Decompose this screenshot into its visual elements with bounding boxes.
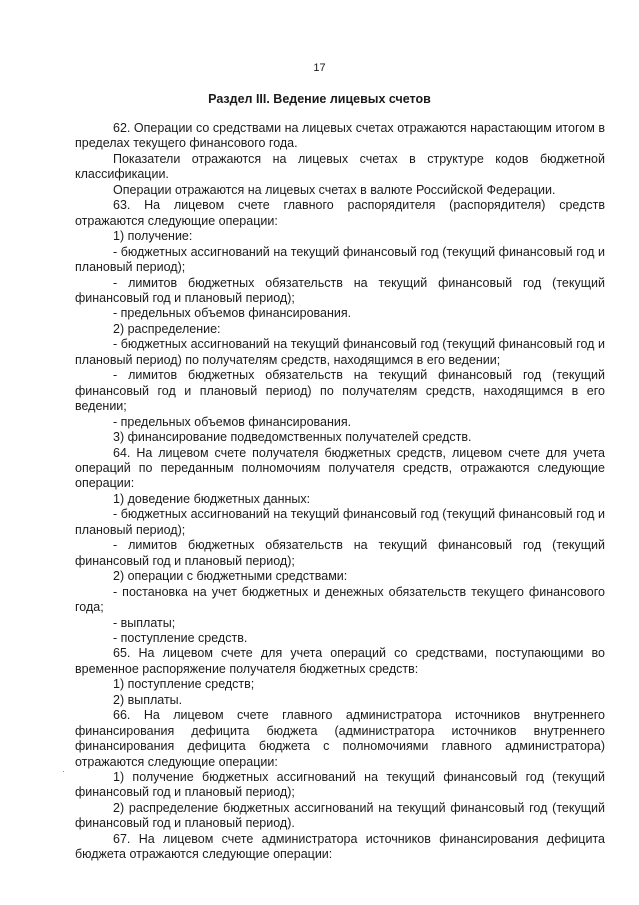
section-title: Раздел III. Ведение лицевых счетов bbox=[208, 92, 431, 106]
paragraph: 1) доведение бюджетных данных: bbox=[113, 491, 311, 506]
paragraph: 2) выплаты. bbox=[113, 692, 183, 707]
paragraph: - лимитов бюджетных обязательств на текущий финансовый год (текущий финансовый год и плановый период) по получателям средств, находящимся в его ведении; bbox=[75, 368, 605, 414]
paragraph: 62. Операции со средствами на лицевых счетах отражаются нарастающим итогом в пределах текущего финансового года. bbox=[75, 121, 605, 151]
paragraph: - выплаты; bbox=[113, 615, 176, 630]
paragraph: 1) получение: bbox=[113, 229, 193, 244]
paragraph: 65. На лицевом счете для учета операций со средствами, поступающими во временное распоряжение получателя бюджетных средств: bbox=[75, 646, 605, 676]
paragraph: 1) получение бюджетных ассигнований на текущий финансовый год (текущий финансовый год и плановый период); bbox=[75, 770, 605, 800]
paragraph: - лимитов бюджетных обязательств на текущий финансовый год (текущий финансовый год и плановый период); bbox=[75, 538, 605, 568]
paragraph: - лимитов бюджетных обязательств на текущий финансовый год (текущий финансовый год и плановый период); bbox=[75, 275, 605, 305]
paragraph: 64. На лицевом счете получателя бюджетных средств, лицевом счете для учета операций по переданным полномочиям получателя средств, отражаются следующие операции: bbox=[75, 445, 605, 491]
paragraph: 67. На лицевом счете администратора источников финансирования дефицита бюджета отражаются следующие операции: bbox=[75, 831, 605, 862]
paragraph: Показатели отражаются на лицевых счетах в структуре кодов бюджетной классификации. bbox=[75, 151, 605, 182]
paragraph: 1) поступление средств; bbox=[113, 677, 255, 692]
paragraph: 66. На лицевом счете главного администратора источников внутреннего финансирования дефицита бюджета (администратора источников внутреннего финансирования дефицита бюджета с полномочиями главного администратора) отражаются следующие операции: bbox=[75, 708, 605, 769]
paragraph: 2) операции с бюджетными средствами: bbox=[113, 569, 348, 584]
margin-dot bbox=[63, 771, 64, 772]
paragraph: 63. На лицевом счете главного распорядителя (распорядителя) средств отражаются следующие операции: bbox=[75, 198, 605, 228]
paragraph: Операции отражаются на лицевых счетах в валюте Российской Федерации. bbox=[113, 182, 556, 197]
page-number: 17 bbox=[313, 62, 326, 74]
paragraph: 3) финансирование подведомственных получателей средств. bbox=[113, 430, 472, 445]
paragraph: - постановка на учет бюджетных и денежных обязательств текущего финансового года; bbox=[75, 584, 605, 615]
paragraph: 2) распределение: bbox=[113, 321, 221, 336]
paragraph: - бюджетных ассигнований на текущий финансовый год (текущий финансовый год и плановый период); bbox=[75, 244, 605, 275]
paragraph: - поступление средств. bbox=[113, 630, 248, 645]
paragraph: - предельных объемов финансирования. bbox=[113, 414, 352, 429]
document-body bbox=[75, 121, 605, 863]
paragraph: - бюджетных ассигнований на текущий финансовый год (текущий финансовый год и плановый период) по получателям средств, находящимся в его ведении; bbox=[75, 337, 605, 367]
paragraph: - бюджетных ассигнований на текущий финансовый год (текущий финансовый год и плановый период); bbox=[75, 507, 605, 537]
paragraph: - предельных объемов финансирования. bbox=[113, 306, 352, 321]
paragraph: 2) распределение бюджетных ассигнований на текущий финансовый год (текущий финансовый год и плановый период). bbox=[75, 800, 605, 831]
